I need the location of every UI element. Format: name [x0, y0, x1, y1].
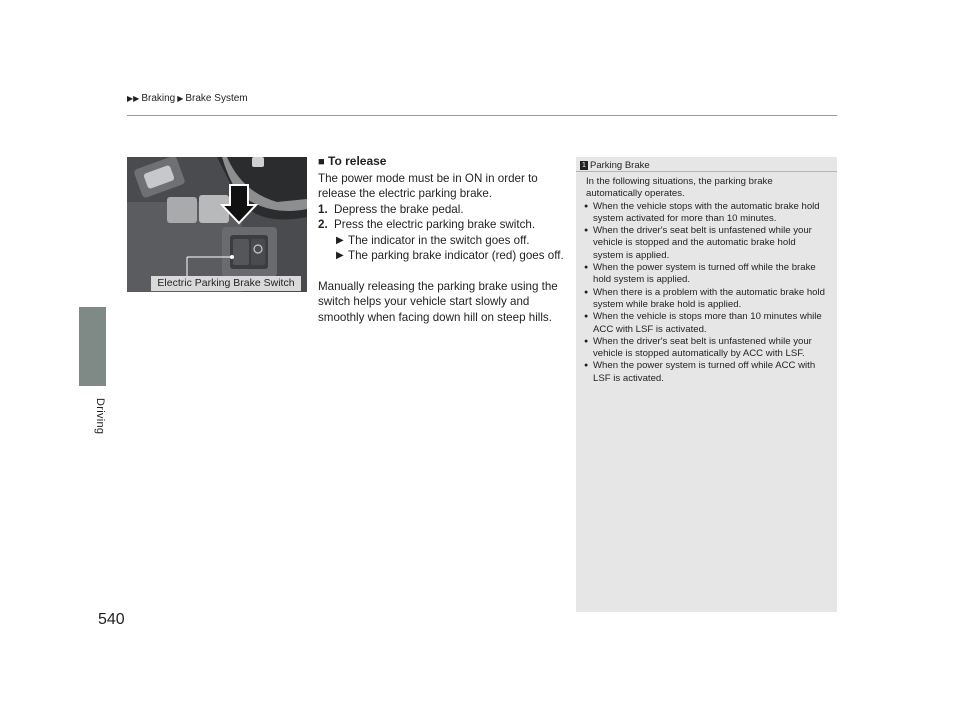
- section-heading: [318, 154, 566, 171]
- parking-brake-note: [576, 157, 837, 612]
- section-tab-marker: [79, 307, 106, 386]
- release-instructions: [318, 154, 566, 325]
- substep-1: [318, 233, 566, 249]
- note-title: [580, 160, 650, 171]
- note-body: [586, 176, 826, 385]
- step-number: 2.: [318, 218, 328, 231]
- substep-text: The indicator in the switch goes off.: [348, 233, 530, 247]
- header-rule: [127, 115, 837, 116]
- note-list-item: ● When the vehicle stops with the automatic brake hold system activated for more than 10 minutes.: [586, 201, 826, 226]
- breadcrumb-brake-system[interactable]: Brake System: [185, 93, 248, 104]
- note-title-text: Parking Brake: [590, 160, 650, 171]
- note-list-item: ● When the driver's seat belt is unfastened while your vehicle is stopped automatically by ACC with LSF.: [586, 336, 826, 361]
- step-text: Depress the brake pedal.: [334, 202, 464, 216]
- intro-text: The power mode must be in ON in order to release the electric parking brake.: [318, 171, 538, 200]
- triangle-right-icon: ▶▶: [127, 94, 140, 103]
- note-list-item: ● When the power system is turned off while the brake hold system is applied.: [586, 262, 826, 287]
- substep-2: [318, 248, 566, 264]
- note-rule: [576, 171, 837, 172]
- reference-marker-icon: 1: [580, 161, 588, 170]
- page-number: 540: [98, 611, 125, 628]
- note-list: [586, 201, 826, 385]
- note-list-item: ● When the power system is turned off while ACC with LSF is activated.: [586, 360, 826, 385]
- breadcrumb-braking[interactable]: Braking: [141, 93, 176, 104]
- step-2: [318, 217, 566, 233]
- note-list-item: ● When the vehicle is stops more than 10 minutes while ACC with LSF is activated.: [586, 311, 826, 336]
- arrow-right-icon: ▶: [336, 250, 344, 261]
- note-intro: In the following situations, the parking brake automatically operates.: [586, 176, 773, 200]
- photo-caption: Electric Parking Brake Switch: [151, 276, 301, 291]
- heading-text: To release: [328, 154, 387, 168]
- step-number: 1.: [318, 202, 328, 216]
- square-bullet-icon: ■: [318, 156, 325, 168]
- note-list-item: ● When the driver's seat belt is unfastened while your vehicle is stopped and the automatic brake hold system is applied.: [586, 225, 826, 262]
- step-text: Press the electric parking brake switch.: [334, 218, 536, 231]
- parking-brake-switch-photo: [127, 157, 307, 292]
- step-1: [318, 202, 566, 218]
- section-label: Driving: [94, 398, 106, 435]
- arrow-right-icon: ▶: [336, 234, 344, 246]
- breadcrumb: [127, 93, 248, 104]
- note-list-item: ● When there is a problem with the automatic brake hold system while brake hold is applied.: [586, 287, 826, 312]
- outro-text: Manually releasing the parking brake using the switch helps your vehicle start slowly and smoothly when facing down hill on steep hills.: [318, 279, 558, 324]
- substep-text: The parking brake indicator (red) goes off.: [348, 249, 564, 262]
- triangle-right-icon: ▶: [177, 94, 184, 103]
